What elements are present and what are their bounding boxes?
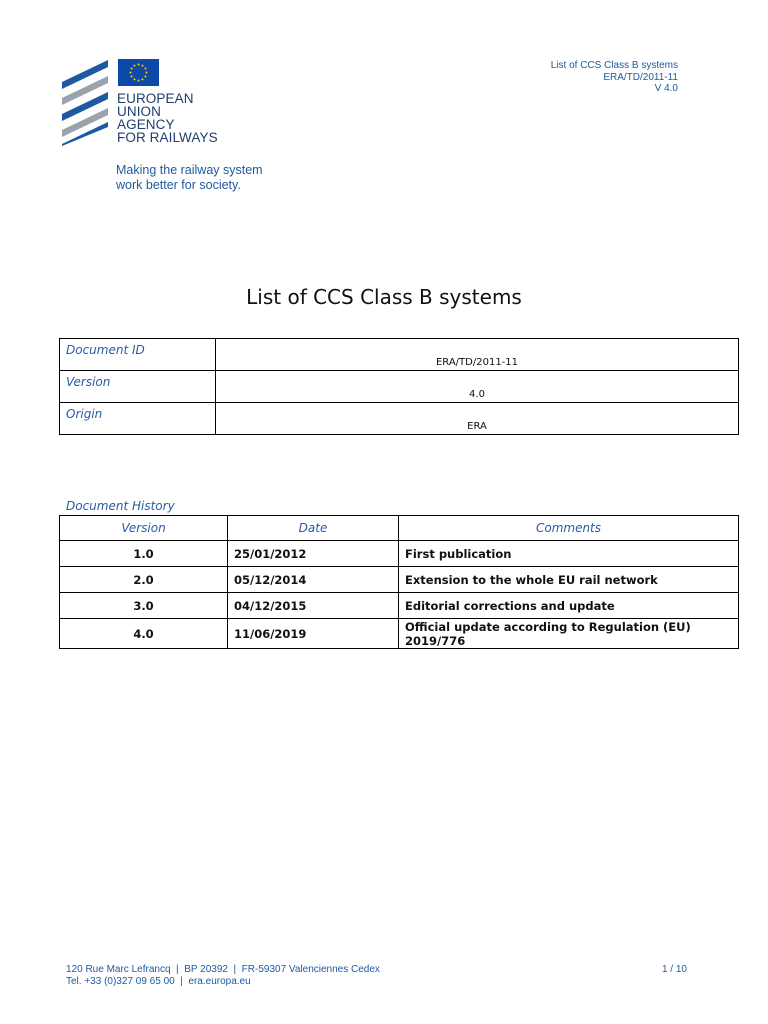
date-cell: 05/12/2014: [228, 567, 399, 593]
page-number: 1 / 10: [661, 964, 687, 975]
column-header: Version: [60, 516, 228, 541]
history-label: Document History: [66, 499, 175, 513]
row-value: ERA/TD/2011-11: [216, 339, 739, 371]
page-title: List of CCS Class B systems: [246, 285, 522, 309]
era-logo: [62, 58, 222, 148]
column-header: Comments: [399, 516, 739, 541]
date-cell: 11/06/2019: [228, 619, 399, 649]
version-cell: 4.0: [60, 619, 228, 649]
logo-line: FOR RAILWAYS: [117, 130, 218, 145]
logo-wordmark: [117, 92, 218, 144]
column-header: Date: [228, 516, 399, 541]
eu-flag-icon: [118, 59, 159, 86]
comment-cell: Extension to the whole EU rail network: [399, 567, 739, 593]
version-cell: 1.0: [60, 541, 228, 567]
comment-cell: Official update according to Regulation (EU) 2019/776: [399, 619, 739, 649]
header-doc-title: List of CCS Class B systems: [550, 60, 678, 71]
tagline-line: work better for society.: [116, 177, 241, 192]
row-label: Document ID: [60, 339, 216, 371]
comment-cell: First publication: [399, 541, 739, 567]
table-row: [60, 567, 739, 593]
table-header-row: [60, 516, 739, 541]
table-row: [60, 339, 739, 371]
table-row: [60, 541, 739, 567]
row-label: Origin: [60, 403, 216, 435]
row-value: 4.0: [216, 371, 739, 403]
version-cell: 3.0: [60, 593, 228, 619]
footer-address: 120 Rue Marc Lefrancq | BP 20392 | FR-59307 Valenciennes Cedex: [66, 964, 380, 975]
table-row: [60, 403, 739, 435]
header-reference: [551, 60, 678, 95]
logo-line: EUROPEAN: [117, 91, 194, 106]
header-version: V 4.0: [654, 83, 678, 94]
version-cell: 2.0: [60, 567, 228, 593]
row-value: ERA: [216, 403, 739, 435]
table-row: [60, 619, 739, 649]
document-history-table: [59, 515, 739, 649]
date-cell: 25/01/2012: [228, 541, 399, 567]
date-cell: 04/12/2015: [228, 593, 399, 619]
header-doc-id: ERA/TD/2011-11: [603, 71, 678, 83]
logo-line: UNION: [117, 104, 161, 119]
tagline-line: Making the railway system: [116, 163, 263, 177]
table-row: [60, 371, 739, 403]
row-label: Version: [60, 371, 216, 403]
footer-address-block: [66, 964, 380, 988]
railway-stripes-icon: [62, 60, 112, 146]
footer-contact: Tel. +33 (0)327 09 65 00 | era.europa.eu: [66, 976, 251, 987]
logo-line: AGENCY: [117, 117, 175, 132]
comment-cell: Editorial corrections and update: [399, 593, 739, 619]
document-id-table: [59, 338, 739, 435]
table-row: [60, 593, 739, 619]
tagline: [116, 163, 263, 192]
